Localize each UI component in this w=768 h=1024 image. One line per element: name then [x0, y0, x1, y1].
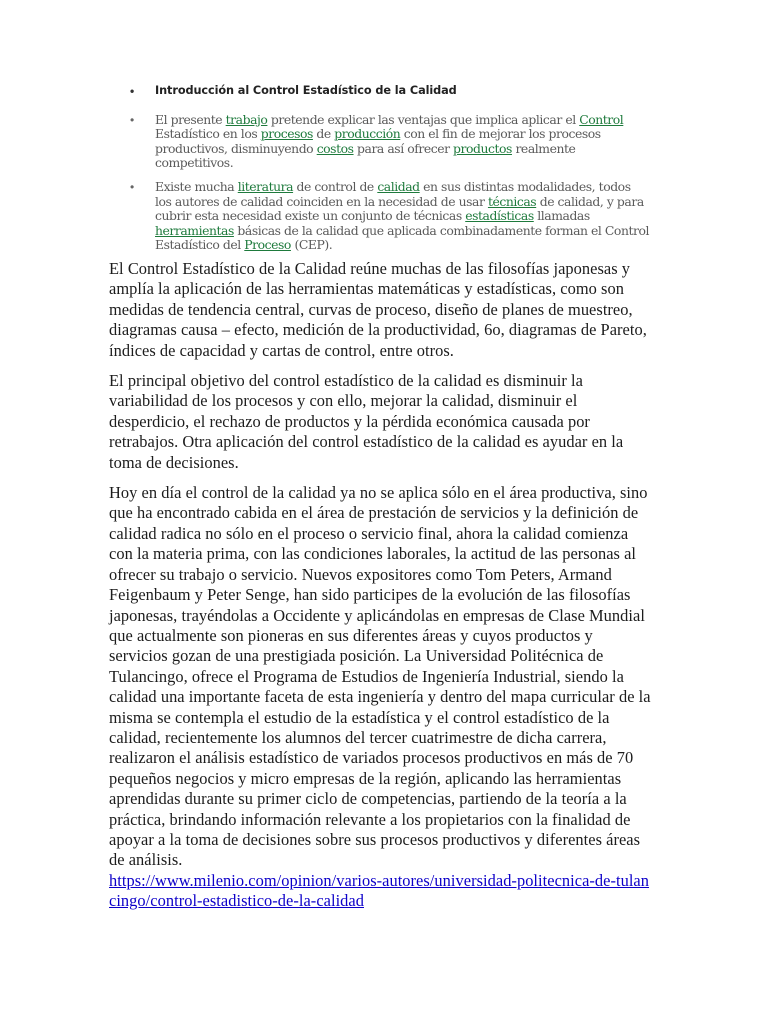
link-productos[interactable]: productos	[453, 140, 512, 156]
text-run: para así ofrecer	[353, 140, 454, 156]
bullet-item-purpose	[130, 113, 650, 171]
link-herramientas[interactable]: herramientas	[155, 222, 234, 238]
link-trabajo[interactable]: trabajo	[225, 111, 268, 127]
link-produccion[interactable]: producción	[334, 126, 401, 142]
text-run: básicas de la calidad que aplicada combinadamente forman el Control Estadístico del	[155, 222, 650, 253]
text-run: de calidad, y para cubrir esta necesidad existe un conjunto de técnicas	[155, 193, 644, 224]
link-proceso[interactable]: Proceso	[244, 237, 291, 253]
bullet-dot-icon: •	[130, 179, 134, 194]
section-heading: Introducción al Control Estadístico de la Calidad	[155, 84, 457, 97]
bullet-dot-icon: •	[130, 84, 135, 98]
link-costos[interactable]: costos	[316, 140, 354, 156]
text-run: realmente competitivos.	[155, 140, 576, 171]
text-run: pretende explicar las ventajas que implica aplicar el	[267, 111, 580, 127]
paragraph-context-text: Hoy en día el control de la calidad ya no se aplica sólo en el área productiva, sino que ha encontrado cabida en el área de prestación de servicios y la definición de calidad radica no sólo en el proceso o servicio final, ahora la calidad comienza con la materia prima, con las condiciones laborales, la actitud de las personas al ofrecer su trabajo o servicio. Nuevos expositores como Tom Peters, Armand Feigenbaum y Peter Senge, han sido participes de la evolución de las filosofías japonesas, trayéndolas a Occidente y aplicándolas en empresas de Clase Mundial que actualmente son pioneras en sus diferentes áreas y cuyos productos y servicios gozan de una prestigiada posición. La Universidad Politécnica de Tulancingo, ofrece el Programa de Estudios de Ingeniería Industrial, siendo la calidad una importante faceta de esta ingeniería y dentro del mapa curricular de la misma se contempla el estudio de la estadística y el control estadístico de la calidad, recientemente los alumnos del tercer cuatrimestre de dicha carrera, realizaron el análisis estadístico de variados procesos productivos en más de 70 pequeños negocios y micro empresas de la región, aplicando las herramientas aprendidas durante su primer ciclo de competencias, partiendo de la teoría a la práctica, brindando información relevante a los propietarios con la finalidad de apoyar a la toma de decisiones sobre sus procesos productivos y diferentes áreas de análisis.	[109, 483, 651, 870]
link-estadisticas[interactable]: estadísticas	[465, 208, 534, 224]
text-run: Existe mucha	[155, 178, 238, 194]
bullet-dot-icon: •	[130, 112, 134, 127]
text-run: Estadístico en los	[155, 126, 261, 142]
article-body	[109, 259, 654, 922]
paragraph-context	[109, 483, 654, 912]
link-calidad[interactable]: calidad	[377, 178, 420, 194]
source-url-link[interactable]: https://www.milenio.com/opinion/varios-autores/universidad-politecnica-de-tulancingo/control-estadistico-de-la-calidad	[109, 870, 650, 911]
bullet-heading	[130, 84, 650, 99]
link-control[interactable]: Control	[579, 111, 624, 127]
link-procesos[interactable]: procesos	[260, 126, 313, 142]
text-run: con el fin de mejorar los procesos productivos, disminuyendo	[155, 126, 601, 156]
text-run: El presente	[155, 111, 226, 127]
text-run: en sus distintas modalidades, todos los autores de calidad coinciden en la necesidad de usar	[155, 178, 631, 209]
text-run: (CEP).	[290, 237, 333, 253]
bullet-item-literature	[130, 180, 650, 253]
paragraph-intro: El Control Estadístico de la Calidad reúne muchas de las filosofías japonesas y amplía la aplicación de las herramientas matemáticas y estadísticas, como son medidas de tendencia central, curvas de proceso, diseño de planes de muestreo, diagramas causa – efecto, medición de la productividad, 6o, diagramas de Pareto, índices de capacidad y cartas de control, entre otros.	[109, 259, 647, 360]
text-run: de	[312, 126, 335, 142]
link-tecnicas[interactable]: técnicas	[487, 193, 537, 209]
bullet-list	[130, 84, 650, 262]
text-run: llamadas	[533, 208, 590, 224]
paragraph-objective: El principal objetivo del control estadístico de la calidad es disminuir la variabilidad de los procesos y con ello, mejorar la calidad, disminuir el desperdicio, el rechazo de productos y la pérdida económica causada por retrabajos. Otra aplicación del control estadístico de la calidad es ayudar en la toma de decisiones.	[109, 371, 624, 472]
link-literatura[interactable]: literatura	[237, 178, 294, 194]
text-run: de control de	[293, 178, 378, 194]
